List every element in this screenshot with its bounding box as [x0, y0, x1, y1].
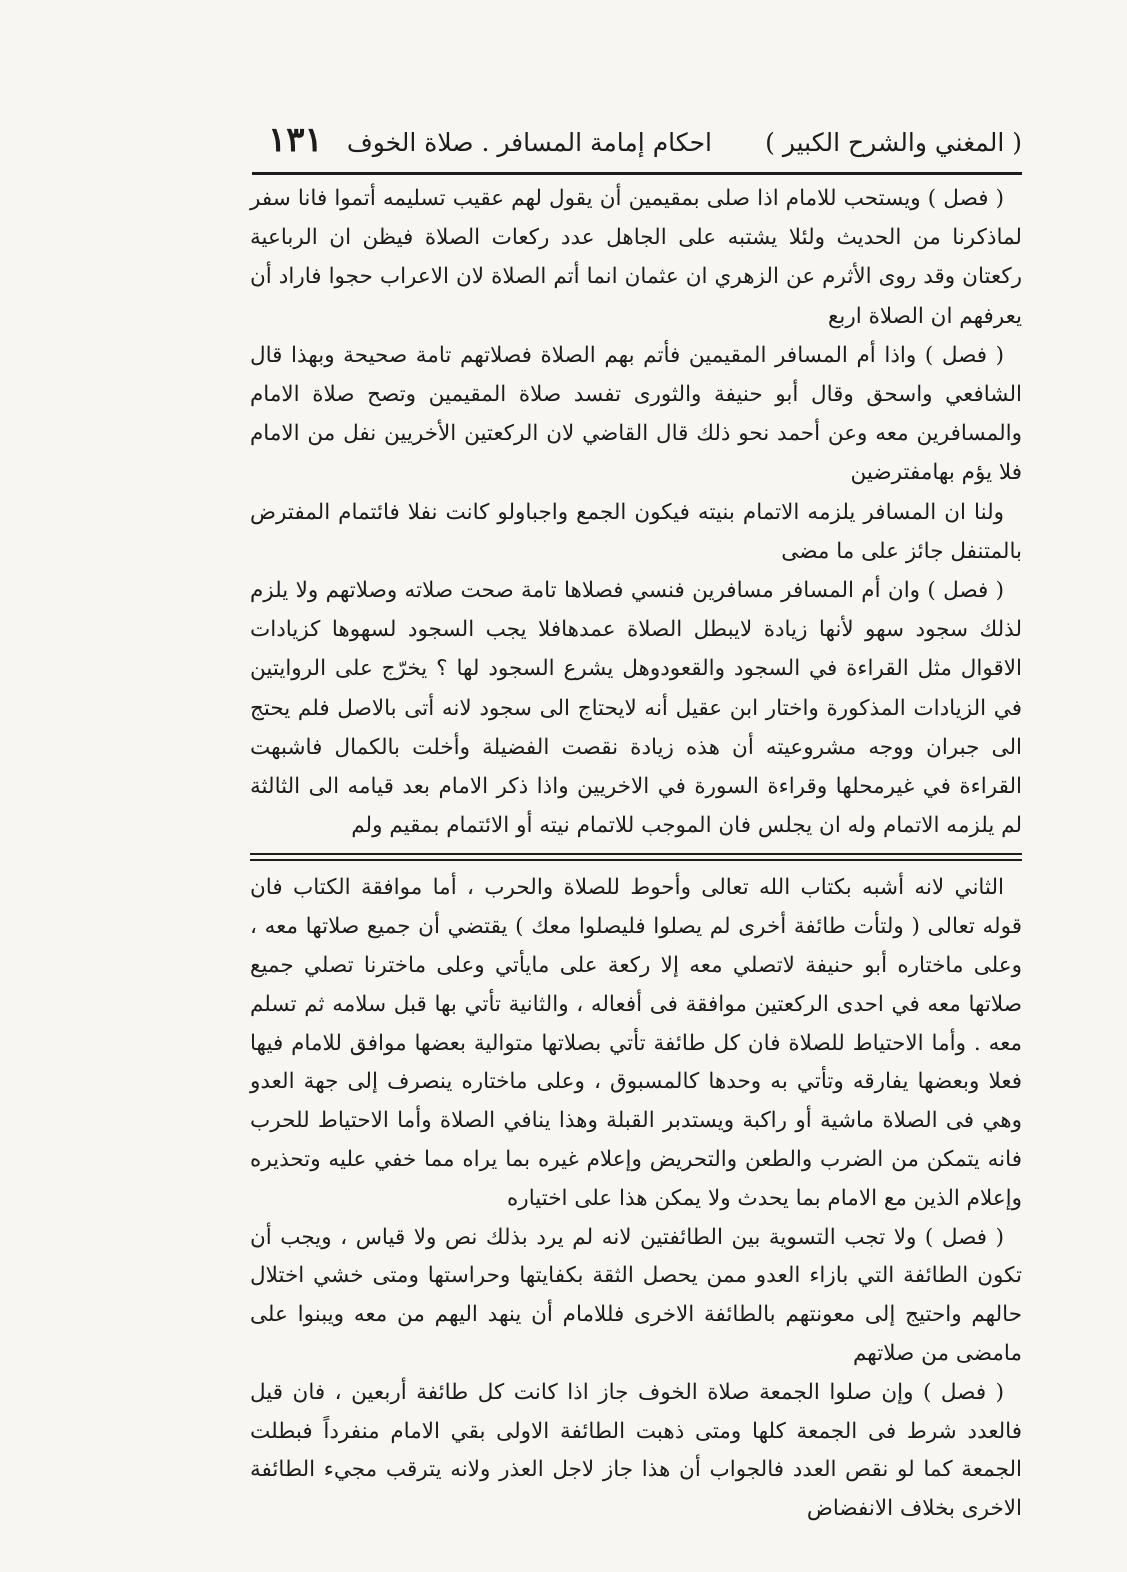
book-title: ( المغني والشرح الكبير )	[765, 128, 1022, 157]
section-divider	[250, 851, 1022, 865]
main-paragraph: ( فصل ) واذا أم المسافر المقيمين فأتم بهم الصلاة فصلاتهم تامة صحيحة وبهذا قال الشافعي واسحق وقال أبو حنيفة والثورى تفسد صلاة المقيمين وتصح صلاة الامام والمسافرين معه وعن أحمد نحو ذلك قال القاضي لان الركعتين الأخريين نفل من الامام فلا يؤم بهامفترضين	[250, 342, 1022, 486]
section-title: احكام إمامة المسافر . صلاة الخوف	[346, 128, 712, 157]
commentary-paragraph: الثاني لانه أشبه بكتاب الله تعالى وأحوط للصلاة والحرب ، أما موافقة الكتاب فان قوله تعالى ( ولتأت طائفة أخرى لم يصلوا فليصلوا معك ) يقتضي أن جميع صلاتها معه ، وعلى ماختاره أبو حنيفة لاتصلي معه إلا ركعة على مايأتي وعلى ماخترنا تصلي جميع صلاتها معه في احدى الركعتين موافقة فى أفعاله ، والثانية تأتي بها قبل سلامه ثم تسلم معه . وأما الاحتياط للصلاة فان كل طائفة تأتي بصلاتها متوالية بعضها موافق للامام فيها فعلا وبعضها يفارقه وتأتي به وحدها كالمسبوق ، وعلى ماختاره ينصرف إلى جهة العدو وهي فى الصلاة ماشية أو راكبة ويستدبر القبلة وهذا ينافي الصلاة وأما الاحتياط للحرب فانه يتمكن من الضرب والطعن والتحريض وإعلام غيره بما يراه مما خفي عليه وتحذيره وإعلام الذين مع الامام بما يحدث ولا يمكن هذا على اختياره	[250, 875, 1022, 1211]
running-header	[250, 120, 1022, 168]
book-page	[250, 120, 1022, 1529]
commentary-paragraph: ( فصل ) وإن صلوا الجمعة صلاة الخوف جاز اذا كانت كل طائفة أربعين ، فان قيل فالعدد شرط فى الجمعة كلها ومتى ذهبت الطائفة الاولى بقي الامام منفرداً فبطلت الجمعة كما لو نقص العدد فالجواب أن هذا جاز لاجل العذر ولانه يترقب مجيء الطائفة الاخرى بخلاف الانفضاض	[250, 1379, 1022, 1522]
page-number: ١٣١	[268, 120, 323, 160]
commentary-paragraph: ( فصل ) ولا تجب التسوية بين الطائفتين لانه لم يرد بذلك نص ولا قياس ، ويجب أن تكون الطائفة التي بازاء العدو ممن يحصل الثقة بكفايتها وحراستها ومتى خشي اختلال حالهم واحتيج إلى معونتهم بالطائفة الاخرى فللامام أن ينهد اليهم من معه ويبنوا على مامضى من صلاتهم	[250, 1224, 1022, 1367]
main-paragraph: ( فصل ) وان أم المسافر مسافرين فنسي فصلاها تامة صحت صلاته وصلاتهم ولا يلزم لذلك سجود سهو لأنها زيادة لايبطل الصلاة عمدهافلا يجب السجود لسهوها كزيادات الاقوال مثل القراءة في السجود والقعودوهل يشرع السجود لها ؟ يخرّج على الروايتين في الزيادات المذكورة واختار ابن عقيل أنه لايحتاج الى سجود لانه أتى بالاصل فلم يحتج الى جبران ووجه مشروعيته أن هذه زيادة نقصت الفضيلة وأخلت بالكمال فاشبهت القراءة في غيرمحلها وقراءة السورة في الاخريين واذا ذكر الامام بعد قيامه الى الثالثة لم يلزمه الاتمام وله ان يجلس فان الموجب للاتمام نيته أو الائتمام بمقيم ولم	[250, 578, 1022, 839]
commentary-text	[250, 865, 1022, 1529]
main-text	[250, 175, 1022, 845]
main-paragraph: ولنا ان المسافر يلزمه الاتمام بنيته فيكون الجمع واجباولو كانت نفلا فائتمام المفترض بالمتنفل جائز على ما مضى	[250, 499, 1022, 564]
main-paragraph: ( فصل ) ويستحب للامام اذا صلى بمقيمين أن يقول لهم عقيب تسليمه أتموا فانا سفر لماذكرنا من الحديث ولئلا يشتبه على الجاهل عدد ركعات الصلاة فيظن ان الرباعية ركعتان وقد روى الأثرم عن الزهري ان عثمان انما أتم الصلاة لان الاعراب حجوا فاراد أن يعرفهم ان الصلاة اربع	[250, 186, 1022, 329]
